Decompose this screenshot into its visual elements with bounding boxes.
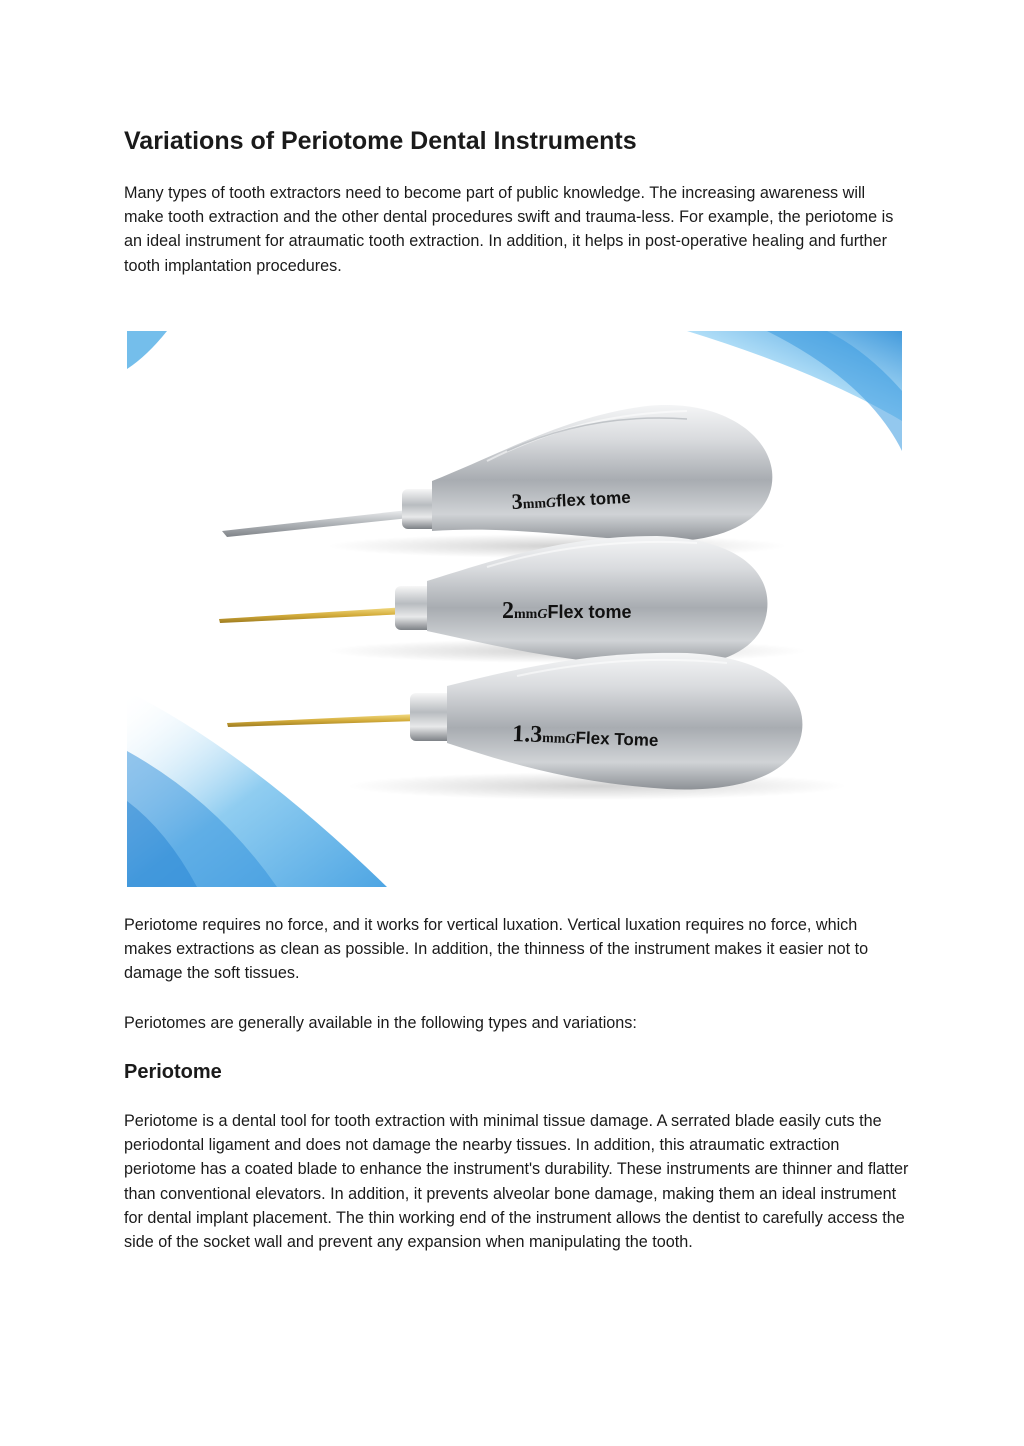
types-intro-paragraph: Periotomes are generally available in the following types and variations:: [124, 1014, 637, 1032]
intro-paragraph: Many types of tooth extractors need to become part of public knowledge. The increasing awareness will make tooth extraction and the other dental procedures swift and trauma-less. For example, the periotome is an ideal instrument for atraumatic tooth extraction. In addition, it helps in post-operative healing and further tooth implantation procedures.: [124, 184, 894, 275]
force-paragraph: Periotome requires no force, and it works for vertical luxation. Vertical luxation requires no force, which makes extractions as clean as possible. In addition, the thinness of the instrument makes it easier not to damage the soft tissues.: [124, 916, 869, 983]
svg-text:2mmGFlex tome: 2mmGFlex tome: [502, 598, 632, 624]
svg-text:1.3mmGFlex Tome: 1.3mmGFlex Tome: [511, 721, 659, 751]
periotome-photo: [127, 331, 902, 887]
periotome-illustration: [127, 331, 902, 887]
section-heading-periotome: Periotome: [124, 1061, 222, 1083]
section-body-periotome: Periotome is a dental tool for tooth extraction with minimal tissue damage. A serrated blade easily cuts the periodontal ligament and does not damage the nearby tissues. In addition, this atraumatic extraction periotome has a coated blade to enhance the instrument's durability. These instruments are thinner and flatter than conventional elevators. In addition, it prevents alveolar bone damage, making them an ideal instrument for dental implant placement. The thin working end of the instrument allows the dentist to carefully access the side of the socket wall and prevent any expansion when manipulating the tooth.: [124, 1112, 909, 1252]
page-title: Variations of Periotome Dental Instruments: [124, 127, 637, 155]
svg-text:3mmGflex tome: 3mmGflex tome: [510, 487, 632, 514]
